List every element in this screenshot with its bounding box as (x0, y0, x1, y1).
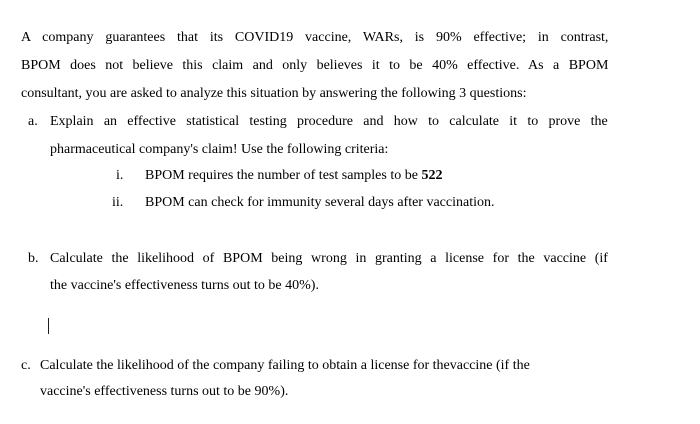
question-b-line-2: the vaccine's effectiveness turns out to be 40%). (50, 278, 319, 293)
question-a-line-1: Explain an effective statistical testing procedure and how to calculate it to prove the (50, 114, 608, 129)
criteria-i-text: BPOM requires the number of test samples to be (145, 168, 422, 183)
intro-line-1: A company guarantees that its COVID19 vaccine, WARs, is 90% effective; in contrast, (21, 30, 609, 45)
question-a-marker: a. (28, 114, 38, 129)
intro-line-3: consultant, you are asked to analyze this situation by answering the following 3 questions: (21, 86, 527, 101)
question-c-line-2: vaccine's effectiveness turns out to be 90%). (40, 384, 289, 399)
intro-line-2: BPOM does not believe this claim and only believes it to be 40% effective. As a BPOM (21, 58, 609, 73)
criteria-i (145, 167, 442, 185)
question-a-line-2: pharmaceutical company's claim! Use the following criteria: (50, 142, 389, 157)
sample-size-value: 522 (421, 168, 443, 183)
question-c-marker: c. (21, 358, 31, 373)
question-c-line-1: Calculate the likelihood of the company failing to obtain a license for thevaccine (if the (40, 358, 530, 373)
text-cursor (48, 318, 49, 334)
question-b-line-1: Calculate the likelihood of BPOM being wrong in granting a license for the vaccine (if (50, 251, 608, 266)
criteria-ii-text: BPOM can check for immunity several days after vaccination. (145, 195, 495, 210)
question-b-marker: b. (28, 251, 39, 266)
criteria-ii-marker: ii. (112, 195, 124, 210)
criteria-i-marker: i. (116, 168, 124, 183)
